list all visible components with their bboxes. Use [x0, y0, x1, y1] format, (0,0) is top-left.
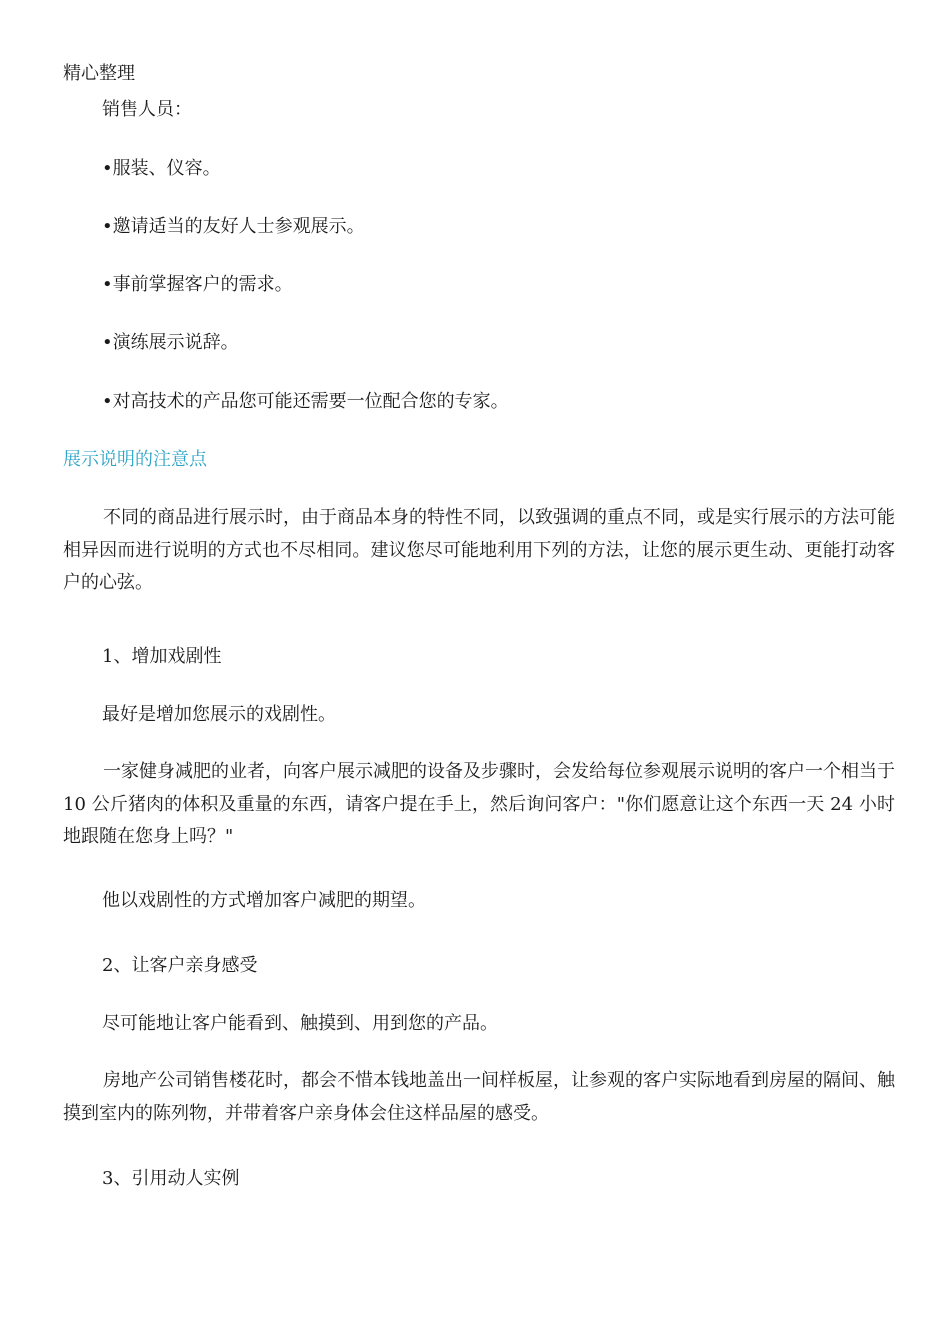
point-2-title: 2、让客户亲身感受: [102, 955, 258, 976]
list-item: •演练展示说辞。: [102, 332, 239, 353]
list-item: •服装、仪容。: [102, 158, 221, 179]
section-heading: 展示说明的注意点: [63, 449, 207, 470]
point-2-example-paragraph: 房地产公司销售楼花时，都会不惜本钱地盖出一间样板屋，让参观的客户实际地看到房屋的隔间、触摸到室内的陈列物，并带着客户亲身体会住这样品屋的感受。: [63, 1070, 895, 1124]
point-2-summary: 尽可能地让客户能看到、触摸到、用到您的产品。: [102, 1013, 498, 1034]
point-1-title: 1、增加戏剧性: [102, 646, 222, 667]
list-item: •邀请适当的友好人士参观展示。: [102, 216, 365, 237]
list-item: •事前掌握客户的需求。: [102, 274, 293, 295]
point-1-example-paragraph: 一家健身减肥的业者，向客户展示减肥的设备及步骤时，会发给每位参观展示说明的客户一个相当于 10 公斤猪肉的体积及重量的东西，请客户提在手上，然后询问客户："你们愿意让这个东西一天 24 小时地跟随在您身上吗？": [63, 761, 895, 847]
prep-title: 销售人员：: [102, 99, 192, 120]
header-label: 精心整理: [63, 63, 135, 84]
section-intro-paragraph: 不同的商品进行展示时，由于商品本身的特性不同，以致强调的重点不同，或是实行展示的方法可能相异因而进行说明的方式也不尽相同。建议您尽可能地利用下列的方法，让您的展示更生动、更能打动客户的心弦。: [63, 507, 895, 593]
point-1-conclusion: 他以戏剧性的方式增加客户减肥的期望。: [102, 890, 426, 911]
point-3-title: 3、引用动人实例: [102, 1168, 240, 1189]
point-1-summary: 最好是增加您展示的戏剧性。: [102, 704, 336, 725]
list-item: •对高技术的产品您可能还需要一位配合您的专家。: [102, 391, 509, 412]
